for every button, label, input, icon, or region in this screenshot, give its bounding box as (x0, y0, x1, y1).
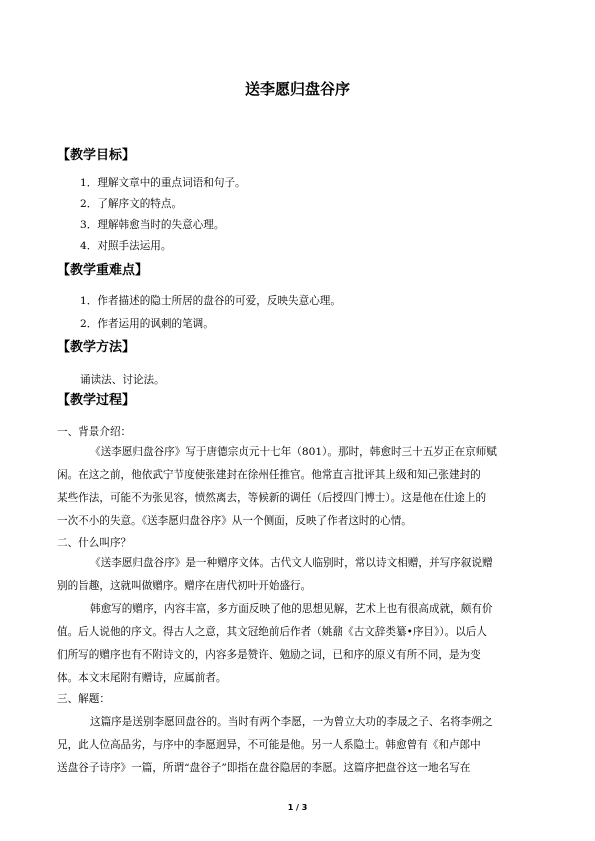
section-heading-methods: 【教学方法】 (57, 340, 136, 355)
section-heading-process: 【教学过程】 (57, 393, 136, 408)
paragraph-line: 别的旨趣，这就叫做赠序。赠序在唐代初叶开始盛行。 (57, 580, 312, 592)
goal-item: 4．对照手法运用。 (80, 240, 172, 252)
paragraph-line: 值。后人说他的序文。得古人之意，其文冠绝前后作者（姚鼐《古文辞类纂•序目》）。以后人 (57, 626, 487, 638)
paragraph-line: 这篇序是送别李愿回盘谷的。当时有两个李愿，一为曾立大功的李晟之子、名将李朔之 (90, 716, 493, 728)
paragraph-line: 兄，此人位高品劣，与序中的李愿迥异，不可能是他。另一人系隐士。韩愈曾有《和卢郎中 (57, 739, 481, 751)
goal-item: 1．理解文章中的重点词语和句子。 (80, 177, 246, 189)
process-part-title: 三、解题： (57, 693, 110, 705)
section-heading-goals: 【教学目标】 (57, 148, 136, 163)
process-part-title: 一、背景介绍： (57, 426, 132, 438)
paragraph-line: 闲。在这之前，他依武宁节度使张建封在徐州任推官。他常直言批评其上级和知己张建封的 (57, 469, 481, 481)
section-heading-key-points: 【教学重难点】 (57, 263, 149, 278)
key-point-item: 1．作者描述的隐士所居的盘谷的可爱，反映失意心理。 (80, 295, 341, 307)
paragraph-line: 《送李愿归盘谷序》是一种赠序文体。古代文人临别时，常以诗文相赠，并写序叙说赠 (90, 557, 493, 569)
paragraph-line: 体。本文末尾附有赠诗，应属前者。 (57, 672, 227, 684)
paragraph-line: 某些作法，可能不为张见容，愤然离去，等候新的调任（后授四门博士）。这是他在仕途上的 (57, 492, 487, 504)
process-part-title: 二、什么叫序？ (57, 537, 132, 549)
methods-text: 诵读法、讨论法。 (80, 374, 165, 386)
paragraph-line: 们所写的赠序也有不附诗文的，内容多是赞许、勉励之词，已和序的原义有所不同，是为变 (57, 649, 481, 661)
paragraph-line: 《送李愿归盘谷序》写于唐德宗贞元十七年（801）。那时，韩愈时三十五岁正在京师赋 (90, 446, 497, 458)
goal-item: 3．理解韩愈当时的失意心理。 (80, 219, 225, 231)
page-number: 1 / 3 (287, 803, 308, 812)
key-point-item: 2．作者运用的讽刺的笔调。 (80, 318, 214, 330)
document-title: 送李愿归盘谷序 (244, 80, 350, 98)
paragraph-line: 送盘谷子诗序》一篇，所谓“盘谷子”即指在盘谷隐居的李愿。这篇序把盘谷这一地名写在 (57, 762, 471, 774)
paragraph-line: 韩愈写的赠序，内容丰富，多方面反映了他的思想见解，艺术上也有很高成就，颇有价 (90, 603, 493, 615)
paragraph-line: 一次不小的失意。《送李愿归盘谷序》从一个侧面，反映了作者这时的心情。 (57, 515, 412, 527)
goal-item: 2．了解序文的特点。 (80, 198, 183, 210)
